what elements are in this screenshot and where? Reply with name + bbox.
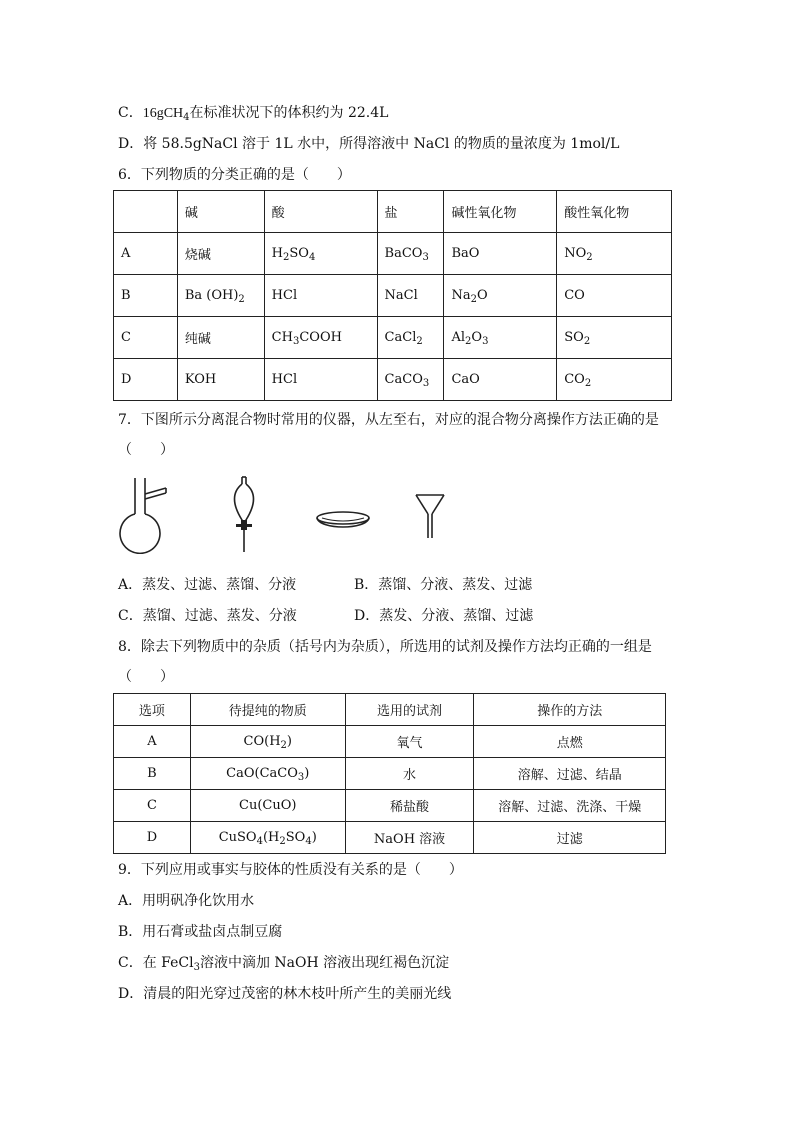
q8-table-row <box>114 758 666 790</box>
q6-table-cell: A <box>114 233 178 275</box>
q6-table-cell: 纯碱 <box>177 317 264 359</box>
q8-table-cell: $CO(H_2)$ <box>190 726 345 758</box>
q6-table-row <box>114 275 672 317</box>
q6-table-cell: BaCO$_3$ <box>377 233 444 275</box>
q8-table-cell: C <box>114 790 191 822</box>
q8-table-row <box>114 726 666 758</box>
q6-table-cell: CaCl$_2$ <box>377 317 444 359</box>
q8-table-cell: B <box>114 758 191 790</box>
q6-table-header-cell: 碱 <box>177 191 264 233</box>
q6-table-cell: $CH_3COOH$ <box>264 317 377 359</box>
q6-table-header-cell: 酸性氧化物 <box>557 191 672 233</box>
q8-table-cell: A <box>114 726 191 758</box>
q7-option-c: C．蒸馏、过滤、蒸发、分液 <box>118 608 297 624</box>
q6-table-cell: C <box>114 317 178 359</box>
q9-option-b: B．用石膏或盐卤点制豆腐 <box>118 924 283 940</box>
q7-stem: 7．下图所示分离混合物时常用的仪器，从左至右，对应的混合物分离操作方法正确的是 <box>118 412 659 428</box>
q6-table-cell: KOH <box>177 359 264 401</box>
q6-table-cell: $CO_2$ <box>557 359 672 401</box>
q6-classification-table <box>113 190 672 401</box>
q8-table-cell: 稀盐酸 <box>345 790 474 822</box>
q6-table-cell: $SO_2$ <box>557 317 672 359</box>
q6-table-row <box>114 359 672 401</box>
q9-option-c: C．在 FeCl$_3$溶液中滴加 NaOH 溶液出现红褐色沉淀 <box>118 955 450 973</box>
q8-table-cell: 氧气 <box>345 726 474 758</box>
q6-table-header-cell: 酸 <box>264 191 377 233</box>
funnel-icon <box>414 492 446 542</box>
q6-table-cell: $Al_2O_3$ <box>444 317 557 359</box>
q7-options-row-1 <box>118 575 533 595</box>
evaporating-dish-icon <box>314 508 372 534</box>
q5-option-c: C．16gCH$_4$在标准状况下的体积约为 22.4L <box>118 105 389 123</box>
q5-option-d: D．将 58.5gNaCl 溶于 1L 水中，所得溶液中 NaCl 的物质的量浓度为 1mol/L <box>118 136 620 152</box>
q6-table-header-cell: 碱性氧化物 <box>444 191 557 233</box>
q6-table-cell: $H_2SO_4$ <box>264 233 377 275</box>
distilling-flask-icon <box>118 476 170 554</box>
q6-table-cell: D <box>114 359 178 401</box>
q8-table-header-cell: 选项 <box>114 694 191 726</box>
q8-table-cell: 水 <box>345 758 474 790</box>
q6-table-header-row <box>114 191 672 233</box>
q8-table-header-cell: 操作的方法 <box>474 694 666 726</box>
q6-table-cell: NaCl <box>377 275 444 317</box>
q6-stem: 6．下列物质的分类正确的是（ ） <box>118 167 351 183</box>
q6-table-row <box>114 317 672 359</box>
q8-table-row <box>114 822 666 854</box>
q8-table-row <box>114 790 666 822</box>
q8-table-header-cell: 选用的试剂 <box>345 694 474 726</box>
q8-stem: 8．除去下列物质中的杂质（括号内为杂质），所选用的试剂及操作方法均正确的一组是 <box>118 639 652 655</box>
q6-table-cell: $NO_2$ <box>557 233 672 275</box>
q8-table-cell: 过滤 <box>474 822 666 854</box>
q7-option-a: A．蒸发、过滤、蒸馏、分液 <box>118 577 297 593</box>
q6-table-cell: B <box>114 275 178 317</box>
q8-table-cell: 溶解、过滤、洗涤、干燥 <box>474 790 666 822</box>
q7-answer-paren: （ ） <box>118 442 174 458</box>
q6-table-cell: HCl <box>264 359 377 401</box>
q6-table-header-cell <box>114 191 178 233</box>
q8-table-header-cell: 待提纯的物质 <box>190 694 345 726</box>
separatory-funnel-icon <box>226 476 262 556</box>
q8-table-cell: D <box>114 822 191 854</box>
q8-table-header-row <box>114 694 666 726</box>
q6-table-cell: CO <box>557 275 672 317</box>
q8-answer-paren: （ ） <box>118 669 174 685</box>
q8-table-cell: 溶解、过滤、结晶 <box>474 758 666 790</box>
q6-table-cell: 烧碱 <box>177 233 264 275</box>
q8-table-cell: Cu(CuO) <box>190 790 345 822</box>
q6-table-cell: BaO <box>444 233 557 275</box>
q6-table-cell: CaO <box>444 359 557 401</box>
q8-table-cell: $CuSO_4(H_2SO_4)$ <box>190 822 345 854</box>
q9-option-a: A．用明矾净化饮用水 <box>118 893 255 909</box>
q7-option-b: B．蒸馏、分液、蒸发、过滤 <box>354 577 533 593</box>
q7-options-row-2 <box>118 606 534 626</box>
q6-table-cell: CaCO$_3$ <box>377 359 444 401</box>
q6-table-cell: Ba $(OH)_2$ <box>177 275 264 317</box>
q8-table-cell: 点燃 <box>474 726 666 758</box>
q8-purification-table <box>113 693 666 854</box>
q7-option-d: D．蒸发、分液、蒸馏、过滤 <box>354 608 534 624</box>
q9-stem: 9．下列应用或事实与胶体的性质没有关系的是（ ） <box>118 862 463 878</box>
q8-table-cell: NaOH 溶液 <box>345 822 474 854</box>
q9-option-d: D．清晨的阳光穿过茂密的林木枝叶所产生的美丽光线 <box>118 986 452 1002</box>
q6-table-cell: HCl <box>264 275 377 317</box>
q6-table-cell: $Na_2O$ <box>444 275 557 317</box>
q6-table-row <box>114 233 672 275</box>
q8-table-cell: CaO(CaCO$_3$) <box>190 758 345 790</box>
q6-table-header-cell: 盐 <box>377 191 444 233</box>
